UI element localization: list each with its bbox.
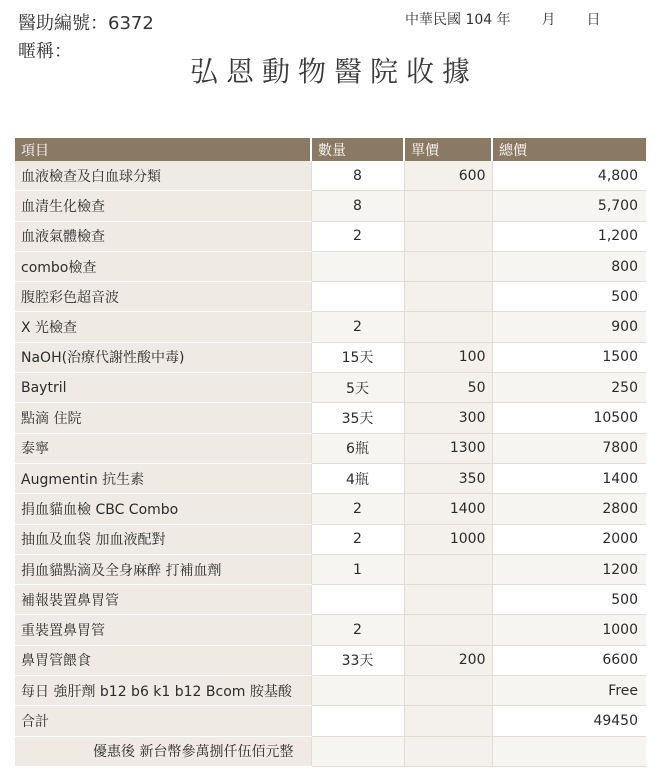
table-row-note: [15, 736, 646, 766]
nickname-label: 暱稱：: [18, 41, 72, 62]
cell-qty: [311, 585, 404, 615]
record-number: 醫助編號：6372: [18, 13, 154, 34]
cell-item: 血液檢查及白血球分類: [15, 161, 311, 191]
receipt-table: [15, 138, 646, 767]
table-row: [15, 342, 646, 372]
table-row: [15, 373, 646, 403]
cell-item: combo檢查: [15, 251, 311, 281]
discount-note: 優惠後 新台幣參萬捌仟伍佰元整: [15, 736, 311, 766]
cell-qty: [311, 706, 404, 736]
cell-qty: 15天: [311, 342, 404, 372]
date-day: 日: [586, 12, 601, 28]
cell-unit: [404, 251, 492, 281]
cell-item: 鼻胃管餵食: [15, 645, 311, 675]
cell-unit: [404, 191, 492, 221]
cell-total: 500: [492, 585, 646, 615]
cell-unit: 600: [404, 161, 492, 191]
table-row: [15, 676, 646, 706]
cell-item: 血清生化檢查: [15, 191, 311, 221]
cell-total: 5,700: [492, 191, 646, 221]
table-row: [15, 615, 646, 645]
cell-total: 7800: [492, 433, 646, 463]
table-row: [15, 251, 646, 281]
cell-qty: 2: [311, 312, 404, 342]
cell-item: 合計: [15, 706, 311, 736]
cell-unit: 200: [404, 645, 492, 675]
cell-unit: 1400: [404, 494, 492, 524]
table-row: [15, 463, 646, 493]
table-row: [15, 554, 646, 584]
cell-total: 49450: [492, 706, 646, 736]
column-header-total: 總價: [492, 138, 646, 161]
cell-item: 點滴 住院: [15, 403, 311, 433]
column-header-qty: 數量: [311, 138, 404, 161]
cell-item: 重裝置鼻胃管: [15, 615, 311, 645]
cell-total-empty: [492, 736, 646, 766]
cell-qty: [311, 251, 404, 281]
cell-total: 1400: [492, 463, 646, 493]
table-row: [15, 221, 646, 251]
table-row: [15, 585, 646, 615]
cell-unit-empty: [404, 736, 492, 766]
cell-qty: [311, 282, 404, 312]
cell-qty: 2: [311, 494, 404, 524]
date-month: 月: [541, 12, 556, 28]
receipt-title: 弘恩動物醫院收據: [189, 55, 478, 88]
table-row: [15, 706, 646, 736]
cell-qty: 2: [311, 221, 404, 251]
cell-unit: 300: [404, 403, 492, 433]
date-year: 中華民國 104 年: [405, 12, 511, 28]
cell-total: 1500: [492, 342, 646, 372]
cell-total: 2000: [492, 524, 646, 554]
cell-total: 900: [492, 312, 646, 342]
table-header-row: [15, 138, 646, 161]
table-row: [15, 282, 646, 312]
cell-unit: [404, 221, 492, 251]
table-row: [15, 312, 646, 342]
cell-unit: [404, 676, 492, 706]
cell-qty: 2: [311, 615, 404, 645]
cell-qty-empty: [311, 736, 404, 766]
cell-item: 補報裝置鼻胃管: [15, 585, 311, 615]
cell-item: 抽血及血袋 加血液配對: [15, 524, 311, 554]
cell-total: 4,800: [492, 161, 646, 191]
table-row: [15, 403, 646, 433]
cell-item: 血液氣體檢查: [15, 221, 311, 251]
cell-unit: 350: [404, 463, 492, 493]
cell-total: 6600: [492, 645, 646, 675]
cell-total: 500: [492, 282, 646, 312]
cell-total: 10500: [492, 403, 646, 433]
cell-total: 250: [492, 373, 646, 403]
cell-item: 泰寧: [15, 433, 311, 463]
cell-unit: 1000: [404, 524, 492, 554]
cell-unit: 50: [404, 373, 492, 403]
cell-qty: 1: [311, 554, 404, 584]
cell-item: 每日 強肝劑 b12 b6 k1 b12 Bcom 胺基酸: [15, 676, 311, 706]
cell-qty: 4瓶: [311, 463, 404, 493]
table-row: [15, 191, 646, 221]
table-row: [15, 494, 646, 524]
date-line: [405, 9, 600, 29]
cell-qty: 6瓶: [311, 433, 404, 463]
cell-qty: 33天: [311, 645, 404, 675]
cell-total: 2800: [492, 494, 646, 524]
table-row: [15, 645, 646, 675]
cell-total: 1,200: [492, 221, 646, 251]
cell-total: 800: [492, 251, 646, 281]
cell-item: 捐血貓點滴及全身麻醉 打補血劑: [15, 554, 311, 584]
table-row: [15, 524, 646, 554]
cell-unit: [404, 282, 492, 312]
column-header-unit-price: 單價: [404, 138, 492, 161]
cell-total: Free: [492, 676, 646, 706]
cell-qty: 2: [311, 524, 404, 554]
cell-item: Baytril: [15, 373, 311, 403]
cell-total: 1000: [492, 615, 646, 645]
column-header-item: 項目: [15, 138, 311, 161]
cell-unit: 1300: [404, 433, 492, 463]
cell-unit: [404, 615, 492, 645]
cell-unit: [404, 312, 492, 342]
cell-qty: 8: [311, 191, 404, 221]
cell-qty: [311, 676, 404, 706]
cell-item: 捐血貓血檢 CBC Combo: [15, 494, 311, 524]
cell-unit: 100: [404, 342, 492, 372]
cell-qty: 8: [311, 161, 404, 191]
table-row: [15, 433, 646, 463]
cell-item: Augmentin 抗生素: [15, 463, 311, 493]
cell-unit: [404, 554, 492, 584]
cell-unit: [404, 706, 492, 736]
table-row: [15, 161, 646, 191]
cell-item: 腹腔彩色超音波: [15, 282, 311, 312]
cell-qty: 5天: [311, 373, 404, 403]
cell-item: X 光檢查: [15, 312, 311, 342]
cell-total: 1200: [492, 554, 646, 584]
cell-unit: [404, 585, 492, 615]
cell-qty: 35天: [311, 403, 404, 433]
cell-item: NaOH(治療代謝性酸中毒): [15, 342, 311, 372]
